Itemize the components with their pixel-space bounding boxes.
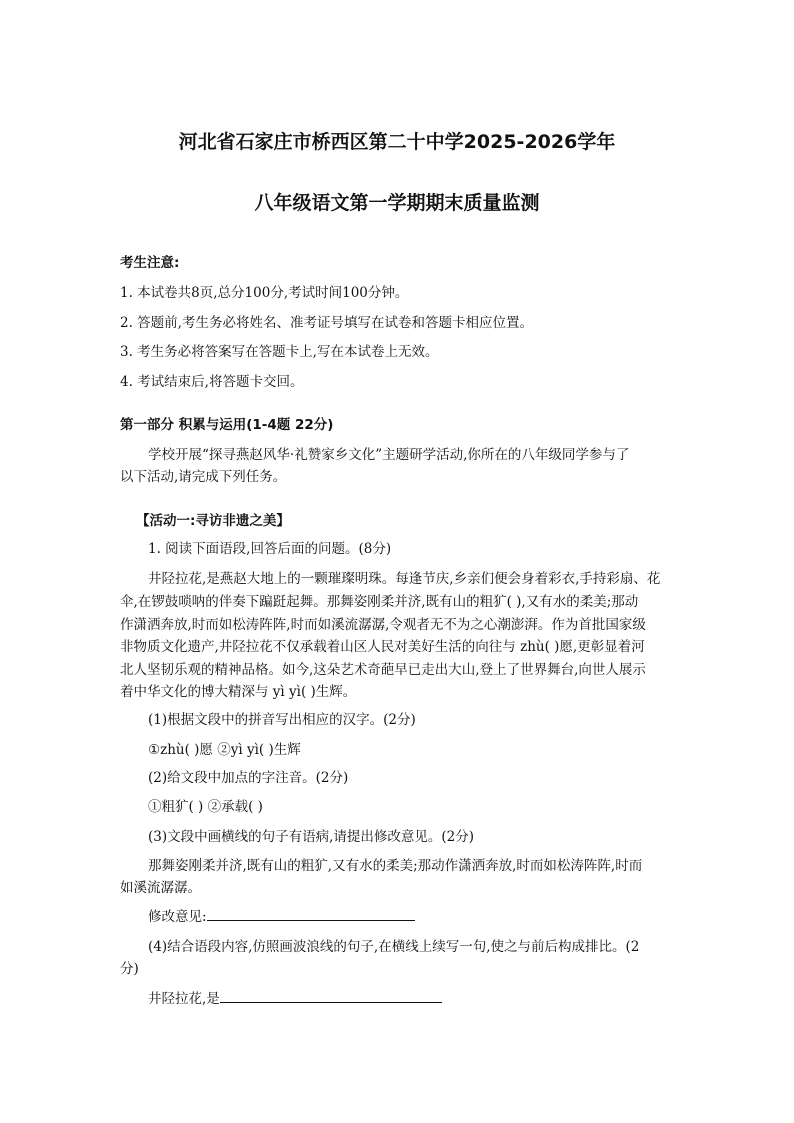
notice-heading: 考生注意: bbox=[120, 255, 180, 271]
revision-label: 修改意见: bbox=[148, 909, 207, 925]
subquestion-3-quote: 如溪流潺潺。 bbox=[120, 880, 201, 896]
passage-line: 着中华文化的博大精深与 yì yì( )生辉。 bbox=[120, 684, 357, 700]
revision-answer-row bbox=[148, 908, 415, 926]
passage-line: 伞,在锣鼓唢呐的伴奏下蹁跹起舞。那舞姿刚柔并济,既有山的粗犷( ),又有水的柔美;那动 bbox=[120, 594, 639, 610]
notice-item: 2. 答题前,考生务必将姓名、准考证号填写在试卷和答题卡相应位置。 bbox=[120, 315, 533, 331]
notice-item: 1. 本试卷共8页,总分100分,考试时间100分钟。 bbox=[120, 285, 409, 301]
part1-heading: 第一部分 积累与运用(1-4题 22分) bbox=[120, 417, 334, 433]
subquestion-1: (1)根据文段中的拼音写出相应的汉字。(2分) bbox=[148, 712, 416, 728]
revision-answer-blank[interactable] bbox=[207, 908, 415, 921]
document-title-line2: 八年级语文第一学期期末质量监测 bbox=[254, 192, 540, 214]
subquestion-2: (2)给文段中加点的字注音。(2分) bbox=[148, 770, 349, 786]
part1-intro: 学校开展“探寻燕赵风华·礼赞家乡文化”主题研学活动,你所在的八年级同学参与了 bbox=[148, 447, 630, 463]
subquestion-1-answer: ①zhù( )愿 ②yì yì( )生辉 bbox=[148, 742, 301, 758]
activity1-heading: 【活动一:寻访非遗之美】 bbox=[136, 513, 290, 529]
part1-intro: 以下活动,请完成下列任务。 bbox=[120, 469, 287, 485]
subquestion-4: 分) bbox=[120, 961, 139, 977]
subquestion-3: (3)文段中画横线的句子有语病,请提出修改意见。(2分) bbox=[148, 829, 475, 845]
notice-item: 3. 考生务必将答案写在答题卡上,写在本试卷上无效。 bbox=[120, 344, 439, 360]
subquestion-4: (4)结合语段内容,仿照画波浪线的句子,在横线上续写一句,使之与前后构成排比。(2 bbox=[148, 939, 640, 955]
subquestion-2-answer: ①粗犷( ) ②承载( ) bbox=[148, 799, 263, 815]
passage-line: 井陉拉花,是燕赵大地上的一颗璀璨明珠。每逢节庆,乡亲们便会身着彩衣,手持彩扇、花 bbox=[148, 571, 661, 587]
continuation-answer-blank[interactable] bbox=[220, 990, 442, 1003]
passage-line: 北人坚韧乐观的精神品格。如今,这朵艺术奇葩早已走出大山,登上了世界舞台,向世人展示 bbox=[120, 662, 646, 678]
continuation-answer-row bbox=[148, 990, 442, 1008]
question-1: 1. 阅读下面语段,回答后面的问题。(8分) bbox=[148, 541, 392, 557]
passage-line: 非物质文化遗产,井陉拉花不仅承载着山区人民对美好生活的向往与 zhù( )愿,更彰显着河 bbox=[120, 639, 645, 655]
notice-item: 4. 考试结束后,将答题卡交回。 bbox=[120, 374, 304, 390]
passage-line: 作潇洒奔放,时而如松涛阵阵,时而如溪流潺潺,令观者无不为之心潮澎湃。作为首批国家级 bbox=[120, 617, 646, 633]
subquestion-3-quote: 那舞姿刚柔并济,既有山的粗犷,又有水的柔美;那动作潇洒奔放,时而如松涛阵阵,时而 bbox=[148, 858, 643, 874]
continuation-label: 井陉拉花,是 bbox=[148, 991, 220, 1007]
document-title-line1: 河北省石家庄市桥西区第二十中学2025-2026学年 bbox=[178, 131, 616, 153]
